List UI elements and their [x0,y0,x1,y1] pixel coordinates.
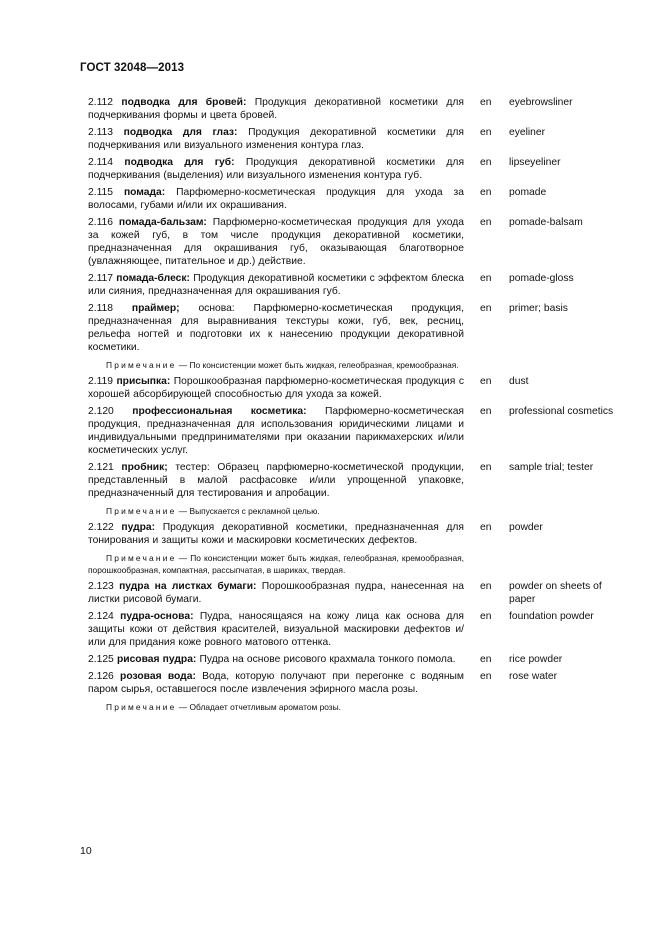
term-name: подводка для губ: [124,157,235,168]
term-entry-2-114 [0,156,661,182]
term-entry-2-123 [0,580,661,606]
term-name: подводка для бровей: [121,97,247,108]
term-definition [88,96,464,122]
term-entry-2-116 [0,216,661,268]
term-definition [88,156,464,182]
term-entry-2-113 [0,126,661,152]
term-name: пудра на листках бумаги: [119,581,257,592]
term-definition [88,186,464,212]
language-code: en [480,522,492,533]
term-definition [88,670,464,696]
term-number: 2.113 [88,127,114,138]
term-name: помада: [123,187,166,198]
term-name: пудра: [121,522,156,533]
term-number: 2.114 [88,157,114,168]
term-name: праймер; [131,303,180,314]
language-code: en [480,273,492,284]
term-definition [88,375,464,401]
note-text: По консистенции может быть жидкая, гелеобразная, кремообразная. [189,360,459,370]
term-name: пробник; [121,462,168,473]
term-definition [88,216,464,268]
term-definition [88,610,464,649]
language-code: en [480,376,492,387]
english-equivalent: professional cosmetics [509,406,614,417]
english-equivalent: powder [509,522,543,533]
english-equivalent: rice powder [509,654,563,665]
language-code: en [480,406,492,417]
term-definition [88,461,464,500]
term-entry-2-126 [0,670,661,713]
term-definition [88,580,464,606]
term-text: Продукция декоративной косметики для подчеркивания формы и цвета бровей. [88,97,464,121]
language-code: en [480,217,492,228]
term-number: 2.119 [88,376,114,387]
term-number: 2.121 [88,462,114,473]
note-label: Примечание [106,553,177,563]
term-text: Порошкообразная парфюмерно-косметическая продукция с хорошей абсорбирующей способностью для ухода за кожей. [88,376,464,400]
term-note: Примечание — Обладает отчетливым ароматом розы. [106,702,341,712]
term-definition [88,405,464,457]
term-number: 2.126 [88,671,114,682]
note-label: Примечание [106,506,177,516]
term-entry-2-117 [0,272,661,298]
term-definition [88,272,464,298]
note-label: Примечание [106,702,177,712]
language-code: en [480,303,492,314]
language-code: en [480,157,492,168]
term-text: Парфюмерно-косметическая продукция для ухода за волосами, губами и/или их окрашивания. [88,187,464,211]
english-equivalent: pomade-gloss [509,273,574,284]
term-name: профессиональная косметика: [132,406,307,417]
english-equivalent: eyeliner [509,127,546,138]
term-name: розовая вода: [120,671,196,682]
term-name: помада-блеск: [116,273,190,284]
term-definition [88,521,464,547]
term-note: Примечание — По консистенции может быть жидкая, гелеобразная, кремообразная, порошкообразная, компактная, рассыпчатая, в шариках, твердая. [88,553,464,575]
english-equivalent: lipseyeliner [509,157,561,168]
term-number: 2.122 [88,522,114,533]
term-number: 2.120 [88,406,114,417]
term-text: тестер: Образец парфюмерно-косметической продукции, представленный в малой расфасовке и/или упрощенной упаковке, предназначенный для тестирования и апробации. [88,462,464,499]
term-name: помада-бальзам: [118,217,207,228]
english-equivalent: foundation powder [509,611,594,622]
english-equivalent: rose water [509,671,558,682]
language-code: en [480,462,492,473]
term-number: 2.124 [88,611,114,622]
language-code: en [480,671,492,682]
term-note: Примечание — По консистенции может быть жидкая, гелеобразная, кремообразная. [106,360,459,370]
term-note: Примечание — Выпускается с рекламной целью. [106,506,320,516]
term-name: рисовая пудра: [116,654,197,665]
language-code: en [480,611,492,622]
term-text: Пудра, наносящаяся на кожу лица как основа для защиты кожи от действия красителей, визуальной маскировки дефектов и/или для придания коже ровного матового оттенка. [88,611,464,648]
note-text: Обладает отчетливым ароматом розы. [189,702,341,712]
english-equivalent: primer; basis [509,303,568,314]
term-list [0,96,661,717]
term-text: Вода, которую получают при перегонке с водяным паром сырья, оставшегося после извлечения эфирного масла розы. [88,671,464,695]
term-definition [88,653,464,666]
term-text: Парфюмерно-косметическая продукция, предназначенная для использования юридическими лицами и индивидуальными предпринимателями при оказании парикмахерских и/или косметических услуг. [88,406,464,456]
document-header: ГОСТ 32048—2013 [80,62,185,74]
term-entry-2-125 [0,653,661,666]
language-code: en [480,187,492,198]
english-equivalent: dust [509,376,529,387]
english-equivalent: pomade [509,187,547,198]
note-text: По консистенции может быть жидкая, гелеобразная, кремообразная, порошкообразная, компактная, рассыпчатая, в шариках, твердая. [88,553,464,575]
term-name: подводка для глаз: [123,127,238,138]
note-text: Выпускается с рекламной целью. [189,506,320,516]
english-equivalent: pomade-balsam [509,217,583,228]
term-text: Порошкообразная пудра, нанесенная на листки рисовой бумаги. [88,581,464,605]
term-number: 2.112 [88,97,114,108]
term-entry-2-120 [0,405,661,457]
language-code: en [480,654,492,665]
note-label: Примечание [106,360,177,370]
language-code: en [480,581,492,592]
term-entry-2-119 [0,375,661,401]
term-text: Пудра на основе рисового крахмала тонкого помола. [199,654,456,665]
english-equivalent: eyebrowsliner [509,97,573,108]
term-entry-2-122 [0,521,661,576]
term-definition [88,126,464,152]
page-number: 10 [80,845,92,857]
term-number: 2.117 [88,273,114,284]
term-entry-2-118 [0,302,661,371]
term-text: Продукция декоративной косметики с эффектом блеска или сияния, предназначенная для окрашивания губ. [88,273,464,297]
language-code: en [480,97,492,108]
term-text: основа: Парфюмерно-косметическая продукция, предназначенная для выравнивания текстуры кожи, губ, век, ресниц, рельефа ногтей и подготовки их к нанесению продукции декоративной косметики. [88,303,464,353]
term-entry-2-112 [0,96,661,122]
term-entry-2-124 [0,610,661,649]
term-number: 2.118 [88,303,114,314]
term-text: Продукция декоративной косметики для подчеркивания или визуального изменения контура глаз. [88,127,464,151]
term-number: 2.123 [88,581,114,592]
english-equivalent: powder on sheets of paper [509,581,602,605]
term-text: Продукция декоративной косметики, предназначенная для тонирования и защиты кожи и маскировки косметических дефектов. [88,522,464,546]
term-text: Парфюмерно-косметическая продукция для ухода за кожей губ, в том числе продукция декоративной косметики, предназначенная для окрашивания губ, оказывающая благотворное (увлажняющее, питательное и др.) действие. [88,217,464,267]
term-text: Продукция декоративной косметики для подчеркивания (выделения) или визуального изменения контура губ. [88,157,465,181]
term-number: 2.125 [88,654,114,665]
term-number: 2.116 [88,217,114,228]
term-entry-2-115 [0,186,661,212]
term-definition [88,302,464,354]
english-equivalent: sample trial; tester [509,462,594,473]
language-code: en [480,127,492,138]
term-name: присыпка: [116,376,171,387]
term-number: 2.115 [88,187,114,198]
term-name: пудра-основа: [120,611,194,622]
term-entry-2-121 [0,461,661,517]
